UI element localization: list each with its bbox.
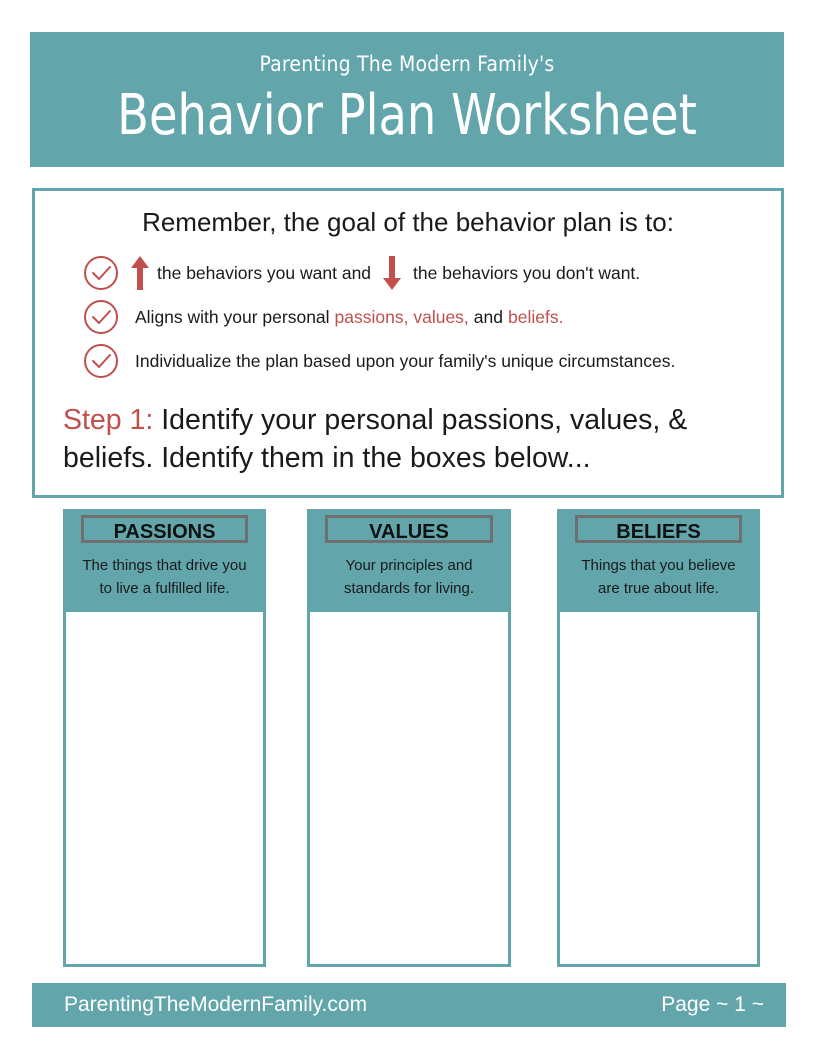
arrow-up-icon: [129, 254, 151, 292]
beliefs-write-box[interactable]: [557, 609, 760, 967]
passions-write-box[interactable]: [63, 609, 266, 967]
check-circle-icon: [83, 299, 119, 335]
check-circle-icon: [83, 255, 119, 291]
page-title: Behavior Plan Worksheet: [117, 83, 697, 148]
goal-item-individualize: [83, 341, 675, 381]
values-header: [307, 509, 511, 609]
goal-heading: Remember, the goal of the behavior plan is to:: [142, 207, 674, 237]
footer-website[interactable]: ParentingTheModernFamily.com: [64, 993, 368, 1016]
goal-item-text: the behaviors you want and: [157, 262, 372, 283]
passions-description: [67, 554, 262, 600]
values-description-line: Your principles and: [345, 557, 473, 574]
values-description-line: standards for living.: [343, 580, 475, 597]
step-label: Step 1:: [63, 404, 154, 436]
step-text: Identify your personal passions, values, & beliefs. Identify them in the boxes below...: [63, 404, 688, 474]
goal-item-text: Individualize the plan based upon your family's unique circumstances.: [135, 350, 676, 371]
beliefs-description-line: are true about life.: [598, 580, 719, 597]
beliefs-description: [561, 554, 756, 600]
passions-header: [63, 509, 266, 609]
goal-item-increase-decrease: [83, 253, 640, 293]
page-number: Page ~ 1 ~: [661, 993, 764, 1016]
footer-bar: [32, 983, 786, 1027]
step-1-instruction: [63, 401, 753, 477]
beliefs-label: BELIEFS: [575, 515, 742, 543]
beliefs-description-line: Things that you believe: [581, 557, 736, 574]
goal-accent-beliefs: beliefs.: [508, 306, 564, 327]
goal-box: [32, 188, 784, 498]
arrow-down-icon: [381, 254, 403, 292]
goal-accent-passions-values: passions, values,: [334, 306, 469, 327]
header-banner: [30, 32, 784, 167]
values-description: [311, 554, 507, 600]
beliefs-header: [557, 509, 760, 609]
values-label: VALUES: [325, 515, 493, 543]
passions-label: PASSIONS: [81, 515, 248, 543]
passions-description-line: to live a fulfilled life.: [99, 580, 230, 597]
check-circle-icon: [83, 343, 119, 379]
values-write-box[interactable]: [307, 609, 511, 967]
header-subtitle: Parenting The Modern Family's: [259, 52, 555, 76]
goal-item-text: the behaviors you don't want.: [413, 262, 641, 283]
goal-item-text: and: [473, 306, 503, 327]
passions-description-line: The things that drive you: [82, 557, 247, 574]
goal-item-text: Aligns with your personal: [135, 306, 330, 327]
goal-item-aligns: [83, 297, 563, 337]
